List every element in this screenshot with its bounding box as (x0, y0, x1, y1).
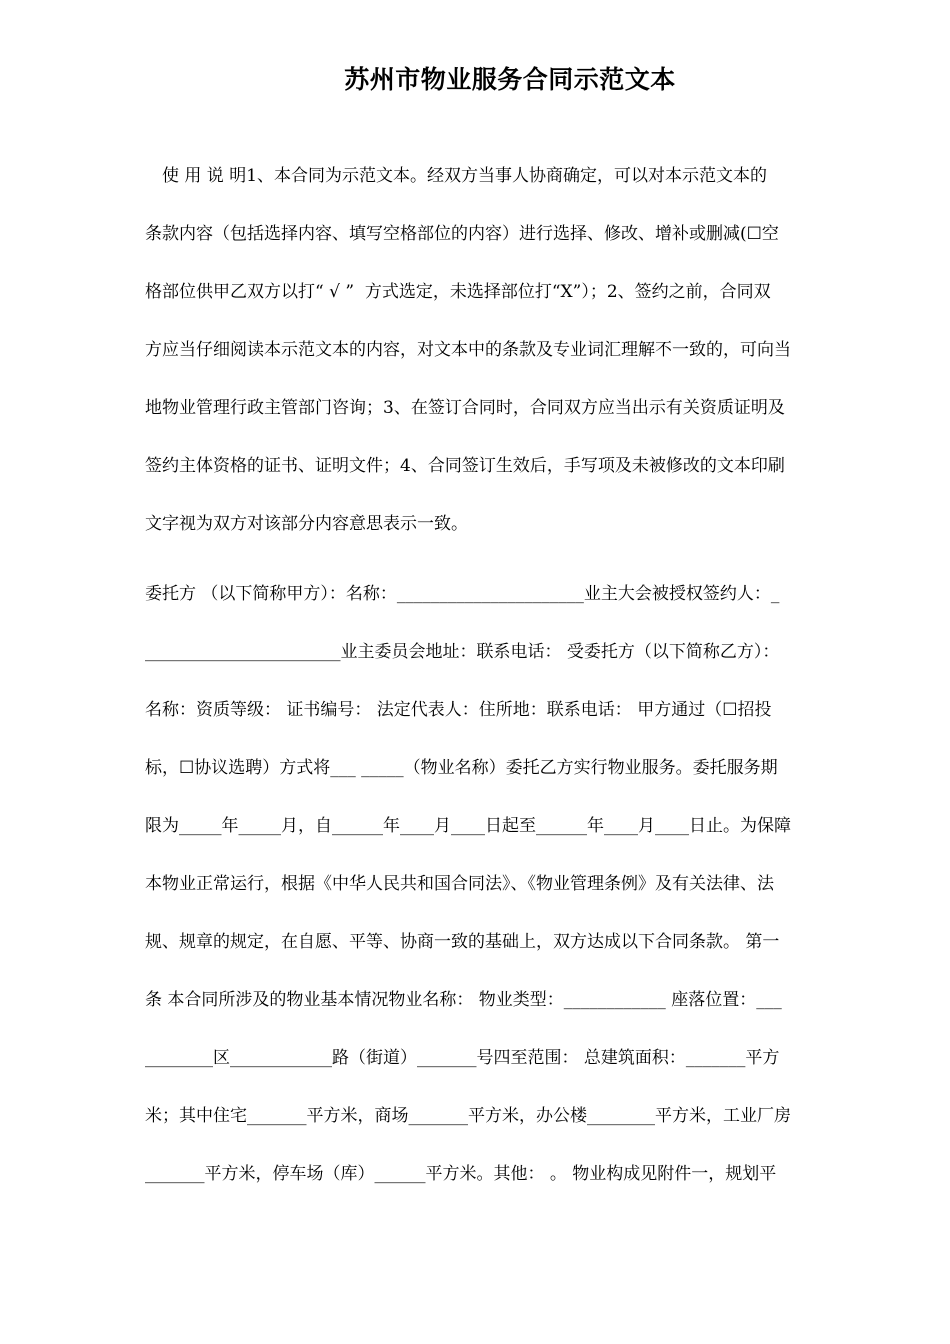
text-line: 地物业管理行政主管部门咨询；3、在签订合同时，合同双方应当出示有关资质证明及 (145, 398, 785, 418)
text-line: 格部位供甲乙双方以打“ √ ” 方式选定，未选择部位打“X”）；2、签约之前，合同双 (145, 282, 771, 302)
text-line: 限为_____年_____月，自______年____月____日起至______年____月____日止。为保障 (145, 816, 791, 836)
text-line: _______________________业主委员会地址：联系电话： 受委托方（以下简称乙方）： (145, 642, 780, 662)
text-line: 签约主体资格的证书、证明文件；4、合同签订生效后，手写项及未被修改的文本印刷 (145, 456, 785, 476)
text-line: 名称：资质等级： 证书编号： 法定代表人：住所地：联系电话： 甲方通过（☐招投 (145, 700, 772, 720)
text-line: _______平方米，停车场（库）______平方米。其他： 。 物业构成见附件一，规划平 (145, 1164, 777, 1184)
text-line: 文字视为双方对该部分内容意思表示一致。 (145, 514, 468, 534)
text-line: 条款内容（包括选择内容、填写空格部位的内容）进行选择、修改、增补或删减(☐空 (145, 224, 779, 244)
text-line: 使 用 说 明1、本合同为示范文本。经双方当事人协商确定，可以对本示范文本的 (145, 166, 768, 186)
text-line: 规、规章的规定，在自愿、平等、协商一致的基础上，双方达成以下合同条款。 第一 (145, 932, 780, 952)
text-line: 本物业正常运行，根据《中华人民共和国合同法》、《物业管理条例》及有关法律、法 (145, 874, 774, 894)
text-line: ________区____________路（街道）_______号四至范围： 总建筑面积：_______平方 (145, 1048, 780, 1068)
text-line: 条 本合同所涉及的物业基本情况物业名称： 物业类型：____________ 座落位置：___ (145, 990, 782, 1010)
document-title: 苏州市物业服务合同示范文本 (344, 65, 676, 94)
text-line: 委托方 （以下简称甲方）：名称：______________________业主大会被授权签约人：_ (145, 584, 780, 604)
text-line: 标，☐协议选聘）方式将___ _____（物业名称）委托乙方实行物业服务。委托服务期 (145, 758, 778, 778)
text-line: 方应当仔细阅读本示范文本的内容，对文本中的条款及专业词汇理解不一致的，可向当 (145, 340, 791, 360)
text-line: 米；其中住宅_______平方米，商场_______平方米，办公楼________平方米，工业厂房 (145, 1106, 791, 1126)
